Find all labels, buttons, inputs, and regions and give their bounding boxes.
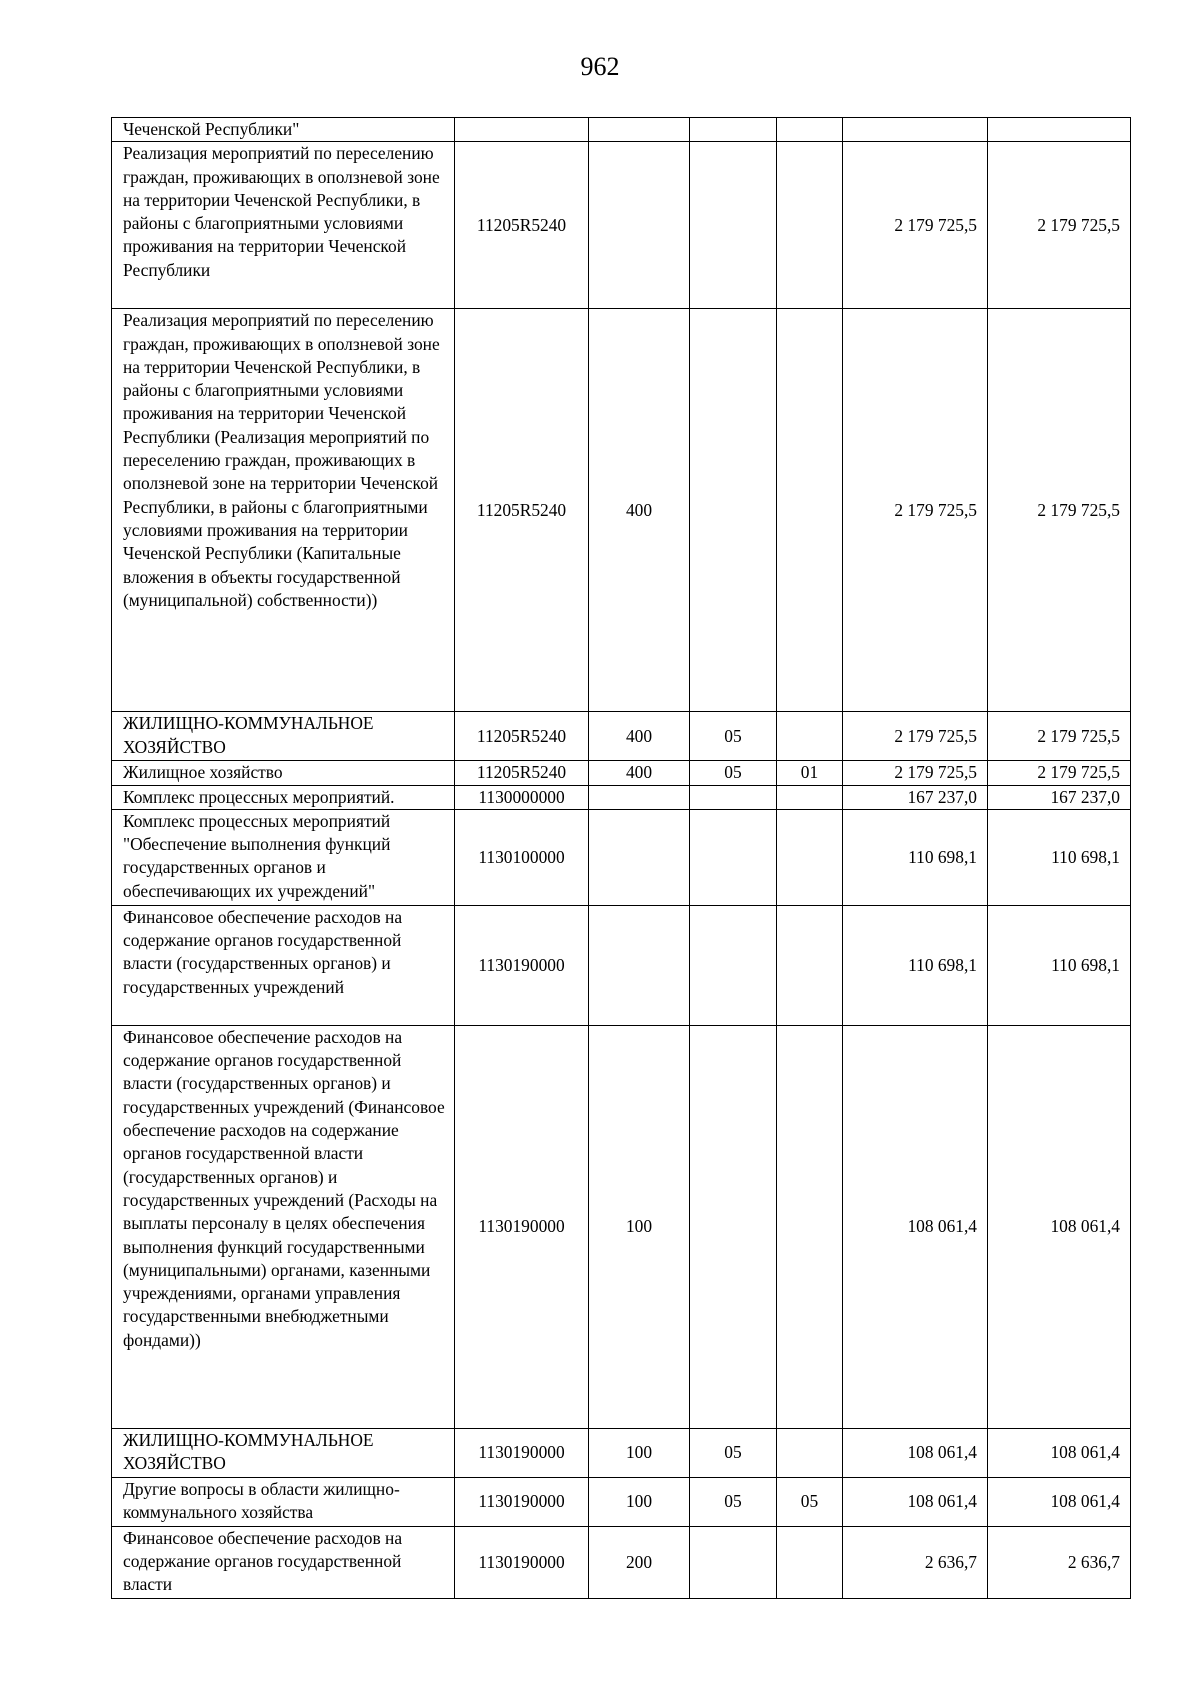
row-sum-2: 108 061,4 xyxy=(988,1025,1131,1428)
budget-table xyxy=(111,117,1131,1599)
row-sum-2: 2 636,7 xyxy=(988,1526,1131,1598)
row-pr xyxy=(777,785,843,809)
row-vr xyxy=(589,118,690,142)
row-sum-1: 110 698,1 xyxy=(843,809,988,905)
row-sum-1: 108 061,4 xyxy=(843,1428,988,1477)
row-vr: 100 xyxy=(589,1477,690,1526)
row-rz: 05 xyxy=(690,761,777,785)
row-pr xyxy=(777,1025,843,1428)
row-rz: 05 xyxy=(690,1477,777,1526)
row-name: ЖИЛИЩНО-КОММУНАЛЬНОЕ ХОЗЯЙСТВО xyxy=(112,712,455,761)
row-code: 1130000000 xyxy=(455,785,589,809)
row-code: 1130190000 xyxy=(455,1477,589,1526)
row-rz: 05 xyxy=(690,712,777,761)
table-row xyxy=(112,1477,1131,1526)
row-code: 11205R5240 xyxy=(455,712,589,761)
row-rz: 05 xyxy=(690,1428,777,1477)
table-row xyxy=(112,1025,1131,1428)
row-rz xyxy=(690,142,777,309)
row-sum-2: 2 179 725,5 xyxy=(988,761,1131,785)
row-code: 1130190000 xyxy=(455,905,589,1025)
row-name: ЖИЛИЩНО-КОММУНАЛЬНОЕ ХОЗЯЙСТВО xyxy=(112,1428,455,1477)
row-sum-2: 2 179 725,5 xyxy=(988,309,1131,712)
row-code: 11205R5240 xyxy=(455,142,589,309)
table-row xyxy=(112,309,1131,712)
row-name: Комплекс процессных мероприятий. xyxy=(112,785,455,809)
row-vr xyxy=(589,785,690,809)
row-pr: 05 xyxy=(777,1477,843,1526)
table-row xyxy=(112,1526,1131,1598)
row-vr xyxy=(589,905,690,1025)
row-code xyxy=(455,118,589,142)
row-sum-1: 167 237,0 xyxy=(843,785,988,809)
row-vr: 400 xyxy=(589,309,690,712)
row-rz xyxy=(690,309,777,712)
row-name: Финансовое обеспечение расходов на содержание органов государственной власти (государственных органов) и государственных учреждений xyxy=(112,905,455,1025)
row-code: 1130100000 xyxy=(455,809,589,905)
row-sum-2: 108 061,4 xyxy=(988,1477,1131,1526)
row-pr: 01 xyxy=(777,761,843,785)
table-row xyxy=(112,118,1131,142)
row-pr xyxy=(777,1526,843,1598)
row-sum-1: 2 636,7 xyxy=(843,1526,988,1598)
row-sum-2: 167 237,0 xyxy=(988,785,1131,809)
table-row xyxy=(112,142,1131,309)
row-sum-1: 108 061,4 xyxy=(843,1025,988,1428)
row-pr xyxy=(777,142,843,309)
row-name: Финансовое обеспечение расходов на содержание органов государственной власти (государственных органов) и государственных учреждений (Финансовое обеспечение расходов на содержание органов государственной власти (государственных органов) и государственных учреждений (Расходы на выплаты персоналу в целях обеспечения выполнения функций государственными (муниципальными) органами, казенными учреждениями, органами управления государственными внебюджетными фондами)) xyxy=(112,1025,455,1428)
row-pr xyxy=(777,712,843,761)
table-row xyxy=(112,1428,1131,1477)
row-name: Жилищное хозяйство xyxy=(112,761,455,785)
row-code: 1130190000 xyxy=(455,1025,589,1428)
row-pr xyxy=(777,809,843,905)
row-sum-1: 108 061,4 xyxy=(843,1477,988,1526)
row-code: 1130190000 xyxy=(455,1526,589,1598)
row-name: Другие вопросы в области жилищно-коммунального хозяйства xyxy=(112,1477,455,1526)
row-sum-2 xyxy=(988,118,1131,142)
page-number: 962 xyxy=(580,52,620,81)
table-row xyxy=(112,809,1131,905)
row-pr xyxy=(777,1428,843,1477)
row-sum-1: 2 179 725,5 xyxy=(843,142,988,309)
row-vr xyxy=(589,809,690,905)
row-vr: 100 xyxy=(589,1025,690,1428)
row-sum-2: 110 698,1 xyxy=(988,809,1131,905)
row-pr xyxy=(777,118,843,142)
row-sum-2: 2 179 725,5 xyxy=(988,712,1131,761)
row-sum-1: 110 698,1 xyxy=(843,905,988,1025)
row-sum-2: 2 179 725,5 xyxy=(988,142,1131,309)
row-sum-1: 2 179 725,5 xyxy=(843,309,988,712)
row-rz xyxy=(690,785,777,809)
table-row xyxy=(112,785,1131,809)
row-code: 1130190000 xyxy=(455,1428,589,1477)
row-vr xyxy=(589,142,690,309)
row-name: Комплекс процессных мероприятий "Обеспечение выполнения функций государственных органов и обеспечивающих их учреждений" xyxy=(112,809,455,905)
row-rz xyxy=(690,1526,777,1598)
row-code: 11205R5240 xyxy=(455,761,589,785)
row-name: Реализация мероприятий по переселению граждан, проживающих в оползневой зоне на территории Чеченской Республики, в районы с благоприятными условиями проживания на территории Чеченской Республики (Реализация мероприятий по переселению граждан, проживающих в оползневой зоне на территории Чеченской Республики, в районы с благоприятными условиями проживания на территории Чеченской Республики (Капитальные вложения в объекты государственной (муниципальной) собственности)) xyxy=(112,309,455,712)
row-rz xyxy=(690,905,777,1025)
row-sum-1: 2 179 725,5 xyxy=(843,712,988,761)
row-sum-1 xyxy=(843,118,988,142)
row-sum-2: 110 698,1 xyxy=(988,905,1131,1025)
row-rz xyxy=(690,1025,777,1428)
row-rz xyxy=(690,118,777,142)
row-sum-2: 108 061,4 xyxy=(988,1428,1131,1477)
row-vr: 400 xyxy=(589,761,690,785)
table-row xyxy=(112,712,1131,761)
row-rz xyxy=(690,809,777,905)
row-pr xyxy=(777,309,843,712)
row-vr: 200 xyxy=(589,1526,690,1598)
row-pr xyxy=(777,905,843,1025)
row-sum-1: 2 179 725,5 xyxy=(843,761,988,785)
table-row xyxy=(112,761,1131,785)
table-row xyxy=(112,905,1131,1025)
row-vr: 100 xyxy=(589,1428,690,1477)
row-vr: 400 xyxy=(589,712,690,761)
row-name: Реализация мероприятий по переселению граждан, проживающих в оползневой зоне на территории Чеченской Республики, в районы с благоприятными условиями проживания на территории Чеченской Республики xyxy=(112,142,455,309)
row-code: 11205R5240 xyxy=(455,309,589,712)
row-name: Чеченской Республики" xyxy=(112,118,455,142)
row-name: Финансовое обеспечение расходов на содержание органов государственной власти xyxy=(112,1526,455,1598)
